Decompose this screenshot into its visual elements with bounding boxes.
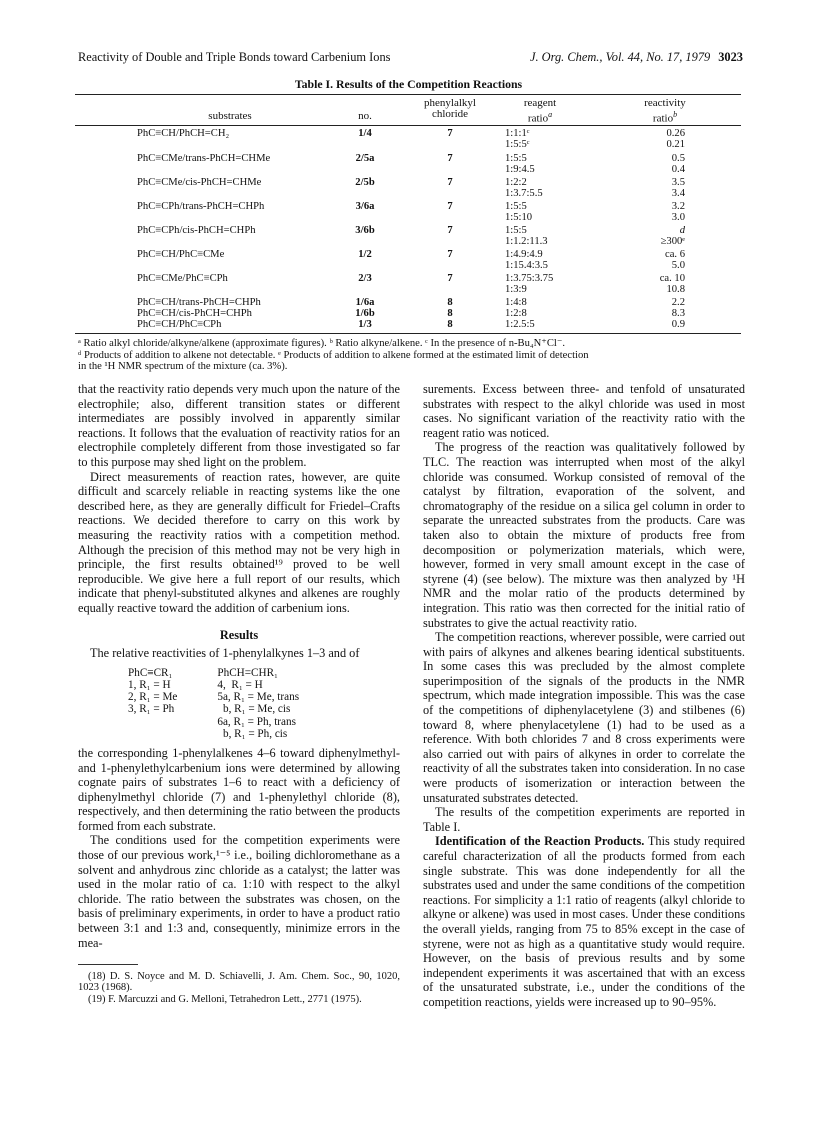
reference-19: (19) F. Marcuzzi and G. Melloni, Tetrahedron Lett., 2771 (1975).: [88, 993, 362, 1005]
running-title: Reactivity of Double and Triple Bonds toward Carbenium Ions: [78, 50, 391, 64]
left-column: [78, 382, 400, 1005]
table-footnotes: [78, 338, 748, 373]
col-header-reactivity-line2: ratio$^b$: [652, 110, 678, 125]
table-caption: Table I. Results of the Competition Reactions: [294, 77, 523, 91]
references-divider: [78, 964, 138, 965]
paragraph: that the reactivity ratio depends very much upon the nature of the electrophile; also, different transition states or different intermediates are possibly involved in apparently similar reactions. It follows that the evaluation of reactivity ratios for an electrophile completely different from those investigated so far to this purpose may shed light on the problem.: [78, 382, 400, 469]
col-header-reagent: [500, 98, 580, 125]
alkene-structures: PhCH=CHR₁ 4, R₁ = H 5a, R₁ = Me, trans b, R₁ = Me, cis 6a, R₁ = Ph, trans b, R₁ = Ph, cis: [217, 666, 300, 740]
footnote-line: in the ¹H NMR spectrum of the mixture (ca. 3%).: [78, 361, 288, 373]
footnote-line: ᵃ Ratio alkyl chloride/alkyne/alkene (approximate figures). ᵇ Ratio alkyne/alkene. ᶜ In the presence of n-Bu₄N⁺Cl⁻.: [78, 338, 566, 349]
journal-name: J. Org. Chem., Vol. 44, No. 17, 1979: [529, 50, 711, 64]
col-header-reagent-line2: ratio$^a$: [527, 110, 553, 125]
col-header-reagent-line1: reagent: [523, 97, 557, 109]
col-header-chloride-line1: phenylalkyl: [424, 97, 476, 109]
footnote-line: ᵈ Products of addition to alkene not detectable. ᵉ Products of addition to alkene formed at the estimated limit of detection: [78, 349, 589, 361]
paragraph: surements. Excess between three- and tenfold of unsaturated substrates with respect to the alkyl chloride was used in most cases. No significant variation of the reactivity ratio with the reagent ratio was noticed.: [423, 382, 745, 440]
table-header-rule: [75, 125, 741, 126]
col-header-no: no.: [358, 110, 372, 122]
section-heading-identification: Identification of the Reaction Products.: [435, 834, 645, 849]
right-column: [423, 382, 745, 1010]
paragraph: Identification of the Reaction Products. This study required careful characterization of all the products formed from each single substrate. This was done independently for all the substrates used and under the same conditions of the competition reactions. For simplicity a 1:1 ratio of reagents (alkyl chloride to alkyne or alkene) was used in most cases. Under these conditions the overall yields, ranging from 75 to 85% except in the case of styrene, were not as high as a quantitative study would require. However, on the basis of previous results and by some independent experiments it was ascertained that with an excess of the unsaturated substrate, i.e., under the conditions of the competition reactions, yields were increased up to 90–95%.: [423, 834, 745, 1009]
alkyne-structures: PhC≡CR₁ 1, R₁ = H 2, R₁ = Me 3, R₁ = Ph: [128, 666, 178, 716]
page-number: 3023: [718, 50, 743, 64]
table-top-rule: [75, 94, 741, 95]
paragraph: the corresponding 1-phenylalkenes 4–6 toward diphenylmethyl- and 1-phenylethylcarbenium ions were determined by allowing cognate pairs of substrates 1–6 to react with a deficiency of diphenylmethyl chloride (7) and 1-phenylethyl chloride (8), respectively, and then determining the ratio between the products formed from each substrate.: [78, 745, 400, 833]
running-head: [78, 50, 743, 65]
section-heading-results: Results: [219, 627, 259, 642]
paragraph: The competition reactions, wherever possible, were carried out with pairs of alkynes and alkenes bearing identical substituents. In some cases this was precluded by the almost complete superimposition of the signals of the products in the NMR spectrum, which made integration impossible. This was the case of the competitions of diphenylacetylene (3) and stilbenes (6) toward 8, where phenylacetylene (1) had to be used as a reference. With both chlorides 7 and 8 cross experiments were also carried out with pairs of alkynes in order to correlate the reactivity of all the substrates taken into consideration. In no case were products of isomerization or interaction between the unsaturated substrates detected.: [423, 630, 746, 805]
col-header-substrates: substrates: [208, 110, 252, 122]
paragraph: The progress of the reaction was qualitatively followed by TLC. The reaction was interrupted when most of the alkyl chloride was consumed. Workup consisted of removal of the catalyst by filtration, evaporation of the solvent, and chromatography of the residue on a silica gel column in order to separate the unreacted substrates from the products. Care was taken also to obtain the mixture of products free from decomposition or polymerization materials, which were, however, formed in very small amount except in the case of styrene (4) (see below). The mixture was then analyzed by ¹H NMR and the molar ratio of the products determined by integration. This ratio was then corrected for the initial ratio of substrates to give the actual reactivity ratio.: [423, 440, 745, 630]
paragraph: The results of the competition experiments are reported in Table I.: [423, 805, 745, 834]
references: [78, 971, 400, 1005]
structure-definitions: [128, 667, 400, 740]
paragraph: The relative reactivities of 1-phenylalkynes 1–3 and of: [90, 646, 360, 661]
col-header-reactivity: [620, 98, 710, 125]
paragraph: Direct measurements of reaction rates, however, are quite difficult and scarcely reliable in reacting systems like the one described here, as they are generally difficult for Friedel–Crafts reactions. We decided therefore to carry on this work by measuring the reactivity ratios with a competition method. Although the precision of this method may not be very high in principle, the first results obtained¹⁹ proved to be well reproducible. We give here a full report of our results, which indicate that phenyl-substituted alkynes and alkenes are roughly equally reactive toward the addition of carbenium ions.: [78, 469, 400, 615]
col-header-chloride: [405, 98, 495, 120]
journal-citation: [530, 50, 743, 65]
table-bottom-rule: [75, 333, 741, 334]
col-header-reactivity-line1: reactivity: [644, 97, 686, 109]
paragraph: The conditions used for the competition experiments were those of our previous work,¹⁻⁵ i.e., boiling dichloromethane as a solvent and anhydrous zinc chloride as a catalyst; the latter was used in the molar ratio of ca. 1:10 with respect to the alkyl chloride. The ratio between the substrates was chosen, on the basis of preliminary experiments, in order to have a product ratio between 3:1 and 1:3 and, consequently, minimize errors in the mea-: [78, 833, 400, 950]
reference-18: (18) D. S. Noyce and M. D. Schiavelli, J. Am. Chem. Soc., 90, 1020, 1023 (1968).: [78, 971, 400, 994]
col-header-chloride-line2: chloride: [431, 108, 469, 120]
